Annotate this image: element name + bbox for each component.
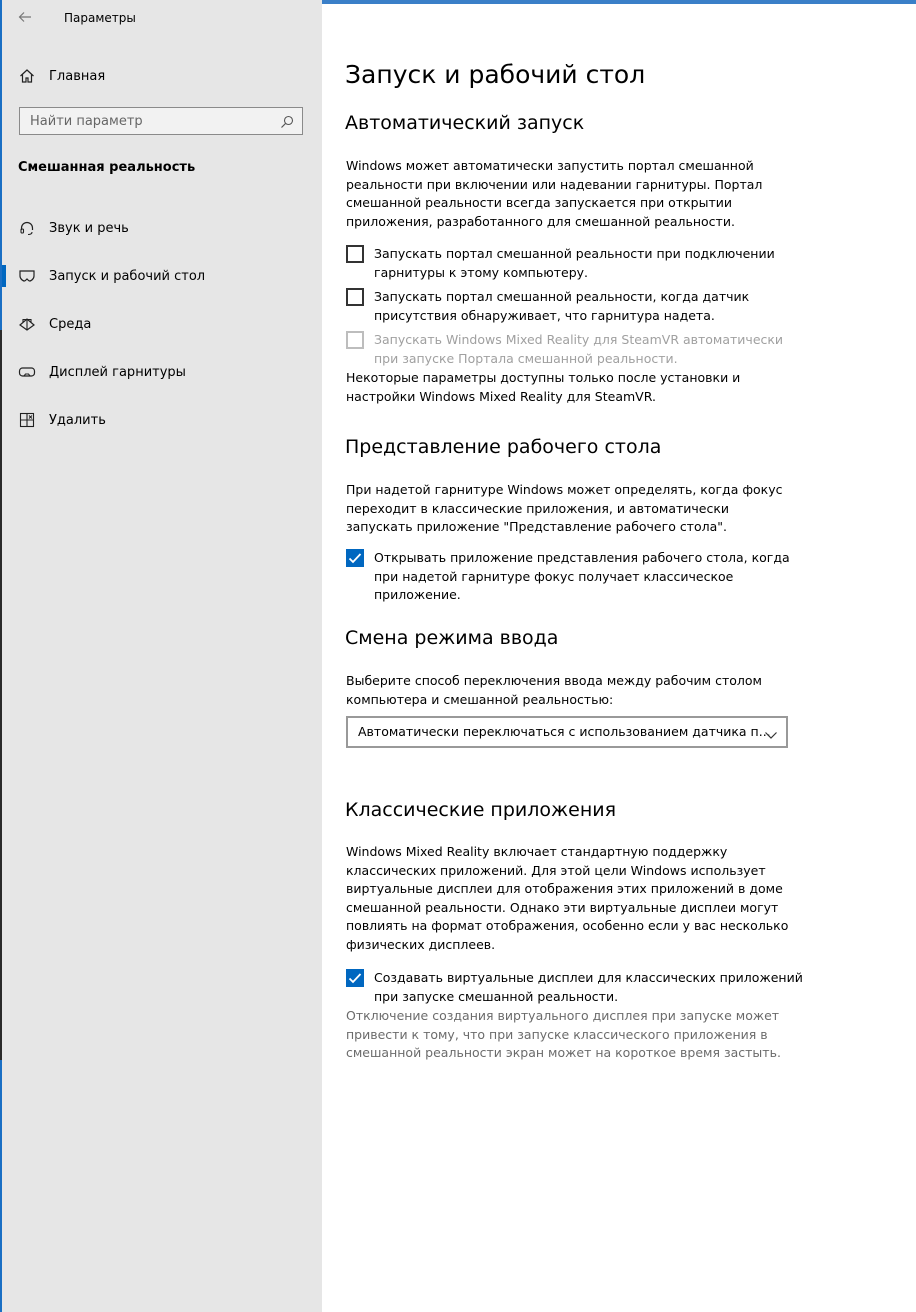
sidebar-item-sound-speech[interactable] [2,213,322,243]
sidebar-item-headset-display[interactable] [2,357,322,387]
checkbox-box[interactable] [346,969,364,987]
checkbox-box[interactable] [346,288,364,306]
section-heading-classic-apps: Классические приложения [345,799,617,821]
mixed-reality-icon [18,267,36,285]
app-title: Параметры [64,11,136,25]
steamvr-note: Некоторые параметры доступны только после установки и настройки Windows Mixed Reality для SteamVR. [346,370,741,404]
checkmark-icon [346,969,364,987]
sidebar-item-label: Запуск и рабочий стол [49,268,206,284]
sidebar [2,0,322,1312]
section-heading-input-switch: Смена режима ввода [345,627,559,649]
input-switch-description: Выберите способ переключения ввода между рабочим столом компьютера и смешанной реальностью: [346,673,762,707]
back-button[interactable] [18,10,38,28]
virtual-displays-note: Отключение создания виртуального дисплея при запуске может привести к тому, что при запуске классического приложения в смешанной реальности экран может на короткое время застыть. [346,1008,781,1060]
section-heading-desktop-view: Представление рабочего стола [345,436,662,458]
checkbox-box[interactable] [346,549,364,567]
sidebar-section-label: Смешанная реальность [18,160,196,175]
search-input[interactable] [19,107,303,135]
checkbox-label: Запускать портал смешанной реальности при подключении гарнитуры к этому компьютеру. [374,246,775,280]
environment-icon [18,315,36,333]
sidebar-item-label: Звук и речь [49,220,129,236]
sidebar-item-label: Удалить [49,412,106,428]
main-content [322,4,916,1312]
desktop-view-description: При надетой гарнитуре Windows может определять, когда фокус переходит в классические приложения, и автоматически запускать приложение "Представление рабочего стола". [346,482,783,534]
checkbox-label: Создавать виртуальные дисплеи для классических приложений при запуске смешанной реальности. [374,970,803,1004]
sidebar-item-label: Дисплей гарнитуры [49,364,186,380]
checkbox-label: Запускать Windows Mixed Reality для SteamVR автоматически при запуске Портала смешанной реальности. [374,332,784,366]
sidebar-item-startup-desktop[interactable] [2,261,322,291]
checkbox-label: Запускать портал смешанной реальности, когда датчик присутствия обнаруживает, что гарнитура надета. [374,289,750,323]
checkmark-icon [346,549,364,567]
headset-display-icon [18,363,36,381]
chevron-down-icon [764,726,778,745]
input-switch-dropdown[interactable] [346,716,788,748]
search-icon[interactable] [280,114,294,133]
checkbox-box [346,331,364,349]
back-arrow-icon [18,10,32,24]
page-title: Запуск и рабочий стол [345,60,646,89]
sidebar-item-home[interactable] [2,61,322,91]
checkbox-box[interactable] [346,245,364,263]
dropdown-value: Автоматически переключаться с использованием датчика п... [358,724,771,739]
home-icon [18,67,36,85]
sidebar-item-label: Среда [49,316,92,332]
section-heading-auto-start: Автоматический запуск [345,112,585,134]
sidebar-item-label: Главная [49,68,106,84]
search-placeholder: Найти параметр [30,114,143,129]
sidebar-item-uninstall[interactable] [2,405,322,435]
checkbox-label: Открывать приложение представления рабочего стола, когда при надетой гарнитуре фокус получает классическое приложение. [374,550,790,602]
uninstall-icon [18,411,36,429]
headset-icon [18,219,36,237]
auto-start-description: Windows может автоматически запустить портал смешанной реальности при включении или надевании гарнитуры. Портал смешанной реальности всегда запускается при открытии приложения, разработанного для смешанной реальности. [346,158,763,229]
sidebar-item-environment[interactable] [2,309,322,339]
classic-apps-description: Windows Mixed Reality включает стандартную поддержку классических приложений. Для этой цели Windows использует виртуальные дисплеи для отображения этих приложений в доме смешанной реальности. Однако эти виртуальные дисплеи могут повлиять на формат отображения, особенно если у вас несколько физических дисплеев. [346,844,789,952]
